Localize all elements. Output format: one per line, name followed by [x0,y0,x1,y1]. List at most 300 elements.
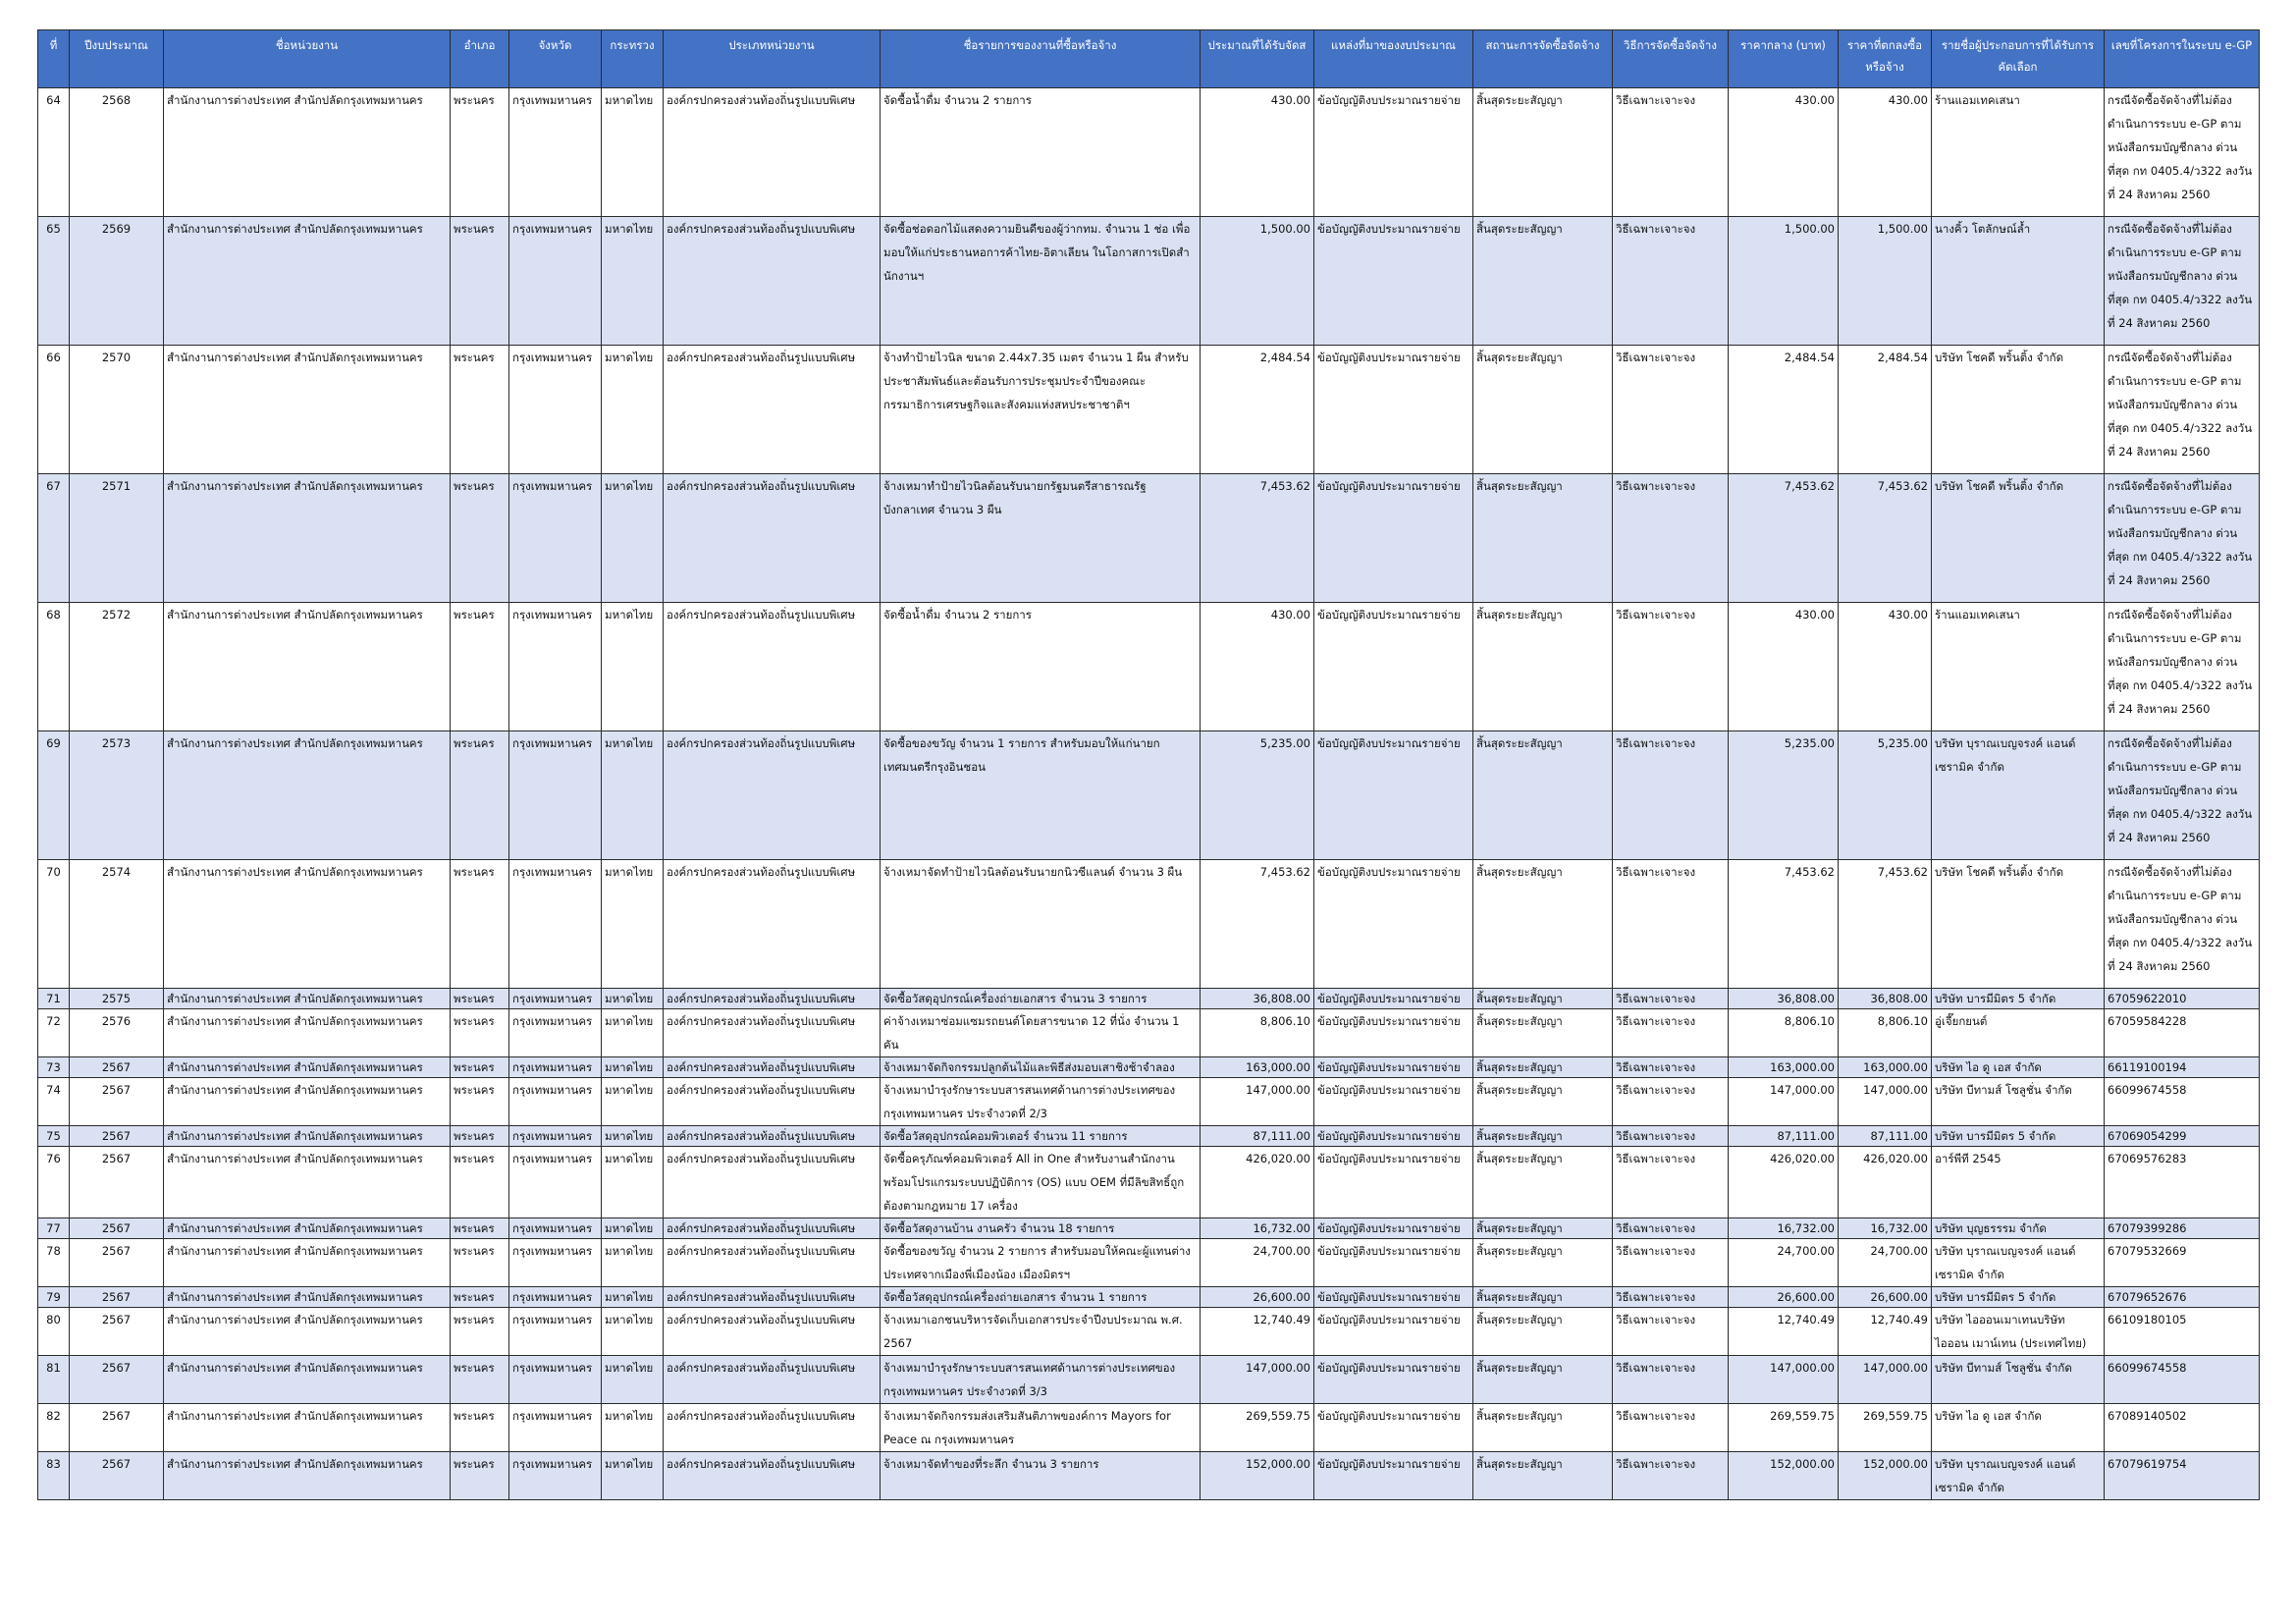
agency-name: สำนักงานการต่างประเทศ สำนักปลัดกรุงเทพมหานคร [164,731,451,860]
agency-type: องค์กรปกครองส่วนท้องถิ่นรูปแบบพิเศษ [664,1057,881,1078]
ministry: มหาดไทย [602,1218,664,1239]
procurement-method: วิธีเฉพาะเจาะจง [1613,1452,1729,1500]
selected-vendor: บริษัท บีทามส์ โซลูชั่น จำกัด [1932,1078,2105,1126]
procurement-status: สิ้นสุดระยะสัญญา [1473,731,1613,860]
median-price: 26,600.00 [1729,1287,1839,1308]
budget-amount: 36,808.00 [1201,989,1314,1009]
egp-project-number: กรณีจัดซื้อจัดจ้างที่ไม่ต้องดำเนินการระบบ e-GP ตามหนังสือกรมบัญชีกลาง ด่วนที่สุด กท 0405.4/ว322 ลงวันที่ 24 สิงหาคม 2560 [2105,860,2260,989]
ministry: มหาดไทย [602,603,664,731]
median-price: 8,806.10 [1729,1009,1839,1057]
agency-name: สำนักงานการต่างประเทศ สำนักปลัดกรุงเทพมหานคร [164,474,451,603]
agency-name: สำนักงานการต่างประเทศ สำนักปลัดกรุงเทพมหานคร [164,1126,451,1147]
procurement-method: วิธีเฉพาะเจาะจง [1613,1147,1729,1218]
budget-amount: 2,484.54 [1201,346,1314,474]
column-header: วิธีการจัดซื้อจัดจ้าง [1613,30,1729,88]
agency-name: สำนักงานการต่างประเทศ สำนักปลัดกรุงเทพมหานคร [164,1308,451,1356]
agreed-price: 430.00 [1839,88,1932,217]
ministry: มหาดไทย [602,989,664,1009]
procurement-table [37,29,2260,1500]
egp-project-number: 67069054299 [2105,1126,2260,1147]
table-row [38,88,2260,217]
table-row [38,474,2260,603]
agreed-price: 5,235.00 [1839,731,1932,860]
ministry: มหาดไทย [602,731,664,860]
agency-type: องค์กรปกครองส่วนท้องถิ่นรูปแบบพิเศษ [664,1009,881,1057]
district: พระนคร [451,1009,509,1057]
ministry: มหาดไทย [602,1404,664,1452]
median-price: 426,020.00 [1729,1147,1839,1218]
budget-source: ข้อบัญญัติงบประมาณรายจ่าย [1314,1218,1473,1239]
selected-vendor: ร้านแอมเทคเสนา [1932,603,2105,731]
budget-amount: 147,000.00 [1201,1078,1314,1126]
agency-name: สำนักงานการต่างประเทศ สำนักปลัดกรุงเทพมหานคร [164,989,451,1009]
fiscal-year: 2576 [70,1009,164,1057]
egp-project-number: 67059584228 [2105,1009,2260,1057]
agency-type: องค์กรปกครองส่วนท้องถิ่นรูปแบบพิเศษ [664,1239,881,1287]
province: กรุงเทพมหานคร [509,1404,602,1452]
ministry: มหาดไทย [602,217,664,346]
agency-type: องค์กรปกครองส่วนท้องถิ่นรูปแบบพิเศษ [664,860,881,989]
fiscal-year: 2570 [70,346,164,474]
budget-source: ข้อบัญญัติงบประมาณรายจ่าย [1314,1239,1473,1287]
province: กรุงเทพมหานคร [509,346,602,474]
agreed-price: 269,559.75 [1839,1404,1932,1452]
ministry: มหาดไทย [602,1078,664,1126]
budget-amount: 430.00 [1201,88,1314,217]
column-header: สถานะการจัดซื้อจัดจ้าง [1473,30,1613,88]
district: พระนคร [451,1404,509,1452]
agency-type: องค์กรปกครองส่วนท้องถิ่นรูปแบบพิเศษ [664,217,881,346]
item-description: จ้างเหมาจัดกิจกรรมส่งเสริมสันติภาพของค์การ Mayors for Peace ณ กรุงเทพมหานคร [881,1404,1201,1452]
procurement-method: วิธีเฉพาะเจาะจง [1613,603,1729,731]
procurement-method: วิธีเฉพาะเจาะจง [1613,1009,1729,1057]
agency-name: สำนักงานการต่างประเทศ สำนักปลัดกรุงเทพมหานคร [164,88,451,217]
province: กรุงเทพมหานคร [509,731,602,860]
agreed-price: 16,732.00 [1839,1218,1932,1239]
procurement-status: สิ้นสุดระยะสัญญา [1473,989,1613,1009]
procurement-status: สิ้นสุดระยะสัญญา [1473,217,1613,346]
ministry: มหาดไทย [602,1147,664,1218]
procurement-status: สิ้นสุดระยะสัญญา [1473,860,1613,989]
row-number: 66 [38,346,70,474]
egp-project-number: 67089140502 [2105,1404,2260,1452]
fiscal-year: 2574 [70,860,164,989]
table-row [38,217,2260,346]
row-number: 75 [38,1126,70,1147]
agency-name: สำนักงานการต่างประเทศ สำนักปลัดกรุงเทพมหานคร [164,1452,451,1500]
selected-vendor: บริษัท ไอ ดู เอส จำกัด [1932,1404,2105,1452]
agreed-price: 163,000.00 [1839,1057,1932,1078]
province: กรุงเทพมหานคร [509,88,602,217]
column-header: อำเภอ [451,30,509,88]
agency-type: องค์กรปกครองส่วนท้องถิ่นรูปแบบพิเศษ [664,1078,881,1126]
ministry: มหาดไทย [602,88,664,217]
district: พระนคร [451,1452,509,1500]
item-description: จัดซื้อช่อดอกไม้แสดงความยินดีของผู้ว่ากทม. จำนวน 1 ช่อ เพื่อมอบให้แก่ประธานหอการค้าไทย-อิตาเลียน ในโอกาสการเปิดสำนักงานฯ [881,217,1201,346]
province: กรุงเทพมหานคร [509,1287,602,1308]
row-number: 70 [38,860,70,989]
fiscal-year: 2567 [70,1126,164,1147]
row-number: 82 [38,1404,70,1452]
district: พระนคร [451,603,509,731]
agency-name: สำนักงานการต่างประเทศ สำนักปลัดกรุงเทพมหานคร [164,1078,451,1126]
column-header: แหล่งที่มาของงบประมาณ [1314,30,1473,88]
procurement-method: วิธีเฉพาะเจาะจง [1613,346,1729,474]
item-description: จ้างเหมาจัดทำป้ายไวนิลต้อนรับนายกนิวซีแลนด์ จำนวน 3 ผืน [881,860,1201,989]
district: พระนคร [451,1147,509,1218]
agency-type: องค์กรปกครองส่วนท้องถิ่นรูปแบบพิเศษ [664,346,881,474]
median-price: 152,000.00 [1729,1452,1839,1500]
selected-vendor: นางคิ้ว โตลักษณ์ล้ำ [1932,217,2105,346]
budget-amount: 152,000.00 [1201,1452,1314,1500]
column-header: จังหวัด [509,30,602,88]
item-description: จ้างเหมาจัดกิจกรรมปลูกต้นไม้และพิธีส่งมอบเสาชิงช้าจำลอง [881,1057,1201,1078]
median-price: 1,500.00 [1729,217,1839,346]
district: พระนคร [451,217,509,346]
budget-source: ข้อบัญญัติงบประมาณรายจ่าย [1314,1147,1473,1218]
budget-amount: 7,453.62 [1201,474,1314,603]
egp-project-number: กรณีจัดซื้อจัดจ้างที่ไม่ต้องดำเนินการระบบ e-GP ตามหนังสือกรมบัญชีกลาง ด่วนที่สุด กท 0405.4/ว322 ลงวันที่ 24 สิงหาคม 2560 [2105,474,2260,603]
item-description: จ้างทำป้ายไวนิล ขนาด 2.44x7.35 เมตร จำนวน 1 ผืน สำหรับประชาสัมพันธ์และต้อนรับการประชุมประจำปีของคณะกรรมาธิการเศรษฐกิจและสังคมแห่งสหประชาชาติฯ [881,346,1201,474]
table-row [38,1126,2260,1147]
table-row [38,1057,2260,1078]
budget-amount: 12,740.49 [1201,1308,1314,1356]
selected-vendor: บริษัท บารมีมิตร 5 จำกัด [1932,989,2105,1009]
ministry: มหาดไทย [602,1287,664,1308]
median-price: 7,453.62 [1729,474,1839,603]
agency-name: สำนักงานการต่างประเทศ สำนักปลัดกรุงเทพมหานคร [164,1009,451,1057]
agency-type: องค์กรปกครองส่วนท้องถิ่นรูปแบบพิเศษ [664,1404,881,1452]
agency-type: องค์กรปกครองส่วนท้องถิ่นรูปแบบพิเศษ [664,1126,881,1147]
agency-type: องค์กรปกครองส่วนท้องถิ่นรูปแบบพิเศษ [664,603,881,731]
fiscal-year: 2567 [70,1308,164,1356]
agency-name: สำนักงานการต่างประเทศ สำนักปลัดกรุงเทพมหานคร [164,1287,451,1308]
budget-amount: 426,020.00 [1201,1147,1314,1218]
item-description: จัดซื้อวัสดุอุปกรณ์เครื่องถ่ายเอกสาร จำนวน 3 รายการ [881,989,1201,1009]
median-price: 87,111.00 [1729,1126,1839,1147]
district: พระนคร [451,1078,509,1126]
table-row [38,1452,2260,1500]
item-description: จัดซื้อวัสดุอุปกรณ์คอมพิวเตอร์ จำนวน 11 รายการ [881,1126,1201,1147]
item-description: จ้างเหมาจัดทำของที่ระลึก จำนวน 3 รายการ [881,1452,1201,1500]
agency-type: องค์กรปกครองส่วนท้องถิ่นรูปแบบพิเศษ [664,989,881,1009]
selected-vendor: บริษัท บุญธรรรม จำกัด [1932,1218,2105,1239]
table-row [38,1239,2260,1287]
fiscal-year: 2567 [70,1356,164,1404]
province: กรุงเทพมหานคร [509,217,602,346]
row-number: 64 [38,88,70,217]
egp-project-number: 67069576283 [2105,1147,2260,1218]
egp-project-number: 66099674558 [2105,1078,2260,1126]
budget-source: ข้อบัญญัติงบประมาณรายจ่าย [1314,1452,1473,1500]
selected-vendor: ร้านแอมเทคเสนา [1932,88,2105,217]
district: พระนคร [451,1218,509,1239]
table-row [38,1009,2260,1057]
budget-source: ข้อบัญญัติงบประมาณรายจ่าย [1314,860,1473,989]
procurement-method: วิธีเฉพาะเจาะจง [1613,1239,1729,1287]
province: กรุงเทพมหานคร [509,1057,602,1078]
row-number: 73 [38,1057,70,1078]
fiscal-year: 2567 [70,1218,164,1239]
row-number: 68 [38,603,70,731]
item-description: จัดซื้อของขวัญ จำนวน 2 รายการ สำหรับมอบให้คณะผู้แทนต่างประเทศจากเมืองพี่เมืองน้อง เมืองมิตรฯ [881,1239,1201,1287]
district: พระนคร [451,1057,509,1078]
agency-name: สำนักงานการต่างประเทศ สำนักปลัดกรุงเทพมหานคร [164,603,451,731]
agency-type: องค์กรปกครองส่วนท้องถิ่นรูปแบบพิเศษ [664,1452,881,1500]
item-description: จัดซื้อวัสดุงานบ้าน งานครัว จำนวน 18 รายการ [881,1218,1201,1239]
district: พระนคร [451,989,509,1009]
agreed-price: 7,453.62 [1839,474,1932,603]
province: กรุงเทพมหานคร [509,1239,602,1287]
row-number: 78 [38,1239,70,1287]
column-header: ราคากลาง (บาท) [1729,30,1839,88]
agency-name: สำนักงานการต่างประเทศ สำนักปลัดกรุงเทพมหานคร [164,1057,451,1078]
procurement-method: วิธีเฉพาะเจาะจง [1613,1126,1729,1147]
agency-type: องค์กรปกครองส่วนท้องถิ่นรูปแบบพิเศษ [664,88,881,217]
fiscal-year: 2573 [70,731,164,860]
item-description: ค่าจ้างเหมาซ่อมแซมรถยนต์โดยสารขนาด 12 ที่นั่ง จำนวน 1 คัน [881,1009,1201,1057]
procurement-method: วิธีเฉพาะเจาะจง [1613,1218,1729,1239]
agreed-price: 1,500.00 [1839,217,1932,346]
selected-vendor: บริษัท บารมีมิตร 5 จำกัด [1932,1126,2105,1147]
egp-project-number: 66119100194 [2105,1057,2260,1078]
procurement-status: สิ้นสุดระยะสัญญา [1473,1147,1613,1218]
selected-vendor: บริษัท บุราณเบญจรงค์ แอนด์ เซรามิค จำกัด [1932,1452,2105,1500]
budget-amount: 7,453.62 [1201,860,1314,989]
ministry: มหาดไทย [602,860,664,989]
table-row [38,1218,2260,1239]
ministry: มหาดไทย [602,1452,664,1500]
procurement-sheet [37,29,2259,1500]
fiscal-year: 2567 [70,1057,164,1078]
budget-source: ข้อบัญญัติงบประมาณรายจ่าย [1314,1009,1473,1057]
procurement-status: สิ้นสุดระยะสัญญา [1473,1287,1613,1308]
table-row [38,1308,2260,1356]
procurement-status: สิ้นสุดระยะสัญญา [1473,1452,1613,1500]
budget-amount: 269,559.75 [1201,1404,1314,1452]
province: กรุงเทพมหานคร [509,603,602,731]
agreed-price: 430.00 [1839,603,1932,731]
column-header: ชื่อหน่วยงาน [164,30,451,88]
procurement-status: สิ้นสุดระยะสัญญา [1473,1009,1613,1057]
ministry: มหาดไทย [602,1057,664,1078]
budget-source: ข้อบัญญัติงบประมาณรายจ่าย [1314,603,1473,731]
agreed-price: 147,000.00 [1839,1356,1932,1404]
agreed-price: 12,740.49 [1839,1308,1932,1356]
median-price: 2,484.54 [1729,346,1839,474]
table-body [38,88,2260,1500]
column-header: รายชื่อผู้ประกอบการที่ได้รับการคัดเลือก [1932,30,2105,88]
table-row [38,860,2260,989]
selected-vendor: บริษัท บารมีมิตร 5 จำกัด [1932,1287,2105,1308]
egp-project-number: กรณีจัดซื้อจัดจ้างที่ไม่ต้องดำเนินการระบบ e-GP ตามหนังสือกรมบัญชีกลาง ด่วนที่สุด กท 0405.4/ว322 ลงวันที่ 24 สิงหาคม 2560 [2105,217,2260,346]
budget-amount: 163,000.00 [1201,1057,1314,1078]
median-price: 7,453.62 [1729,860,1839,989]
procurement-method: วิธีเฉพาะเจาะจง [1613,860,1729,989]
column-header: ประเภทหน่วยงาน [664,30,881,88]
agency-type: องค์กรปกครองส่วนท้องถิ่นรูปแบบพิเศษ [664,1308,881,1356]
ministry: มหาดไทย [602,474,664,603]
median-price: 430.00 [1729,603,1839,731]
procurement-status: สิ้นสุดระยะสัญญา [1473,88,1613,217]
district: พระนคร [451,1356,509,1404]
agreed-price: 87,111.00 [1839,1126,1932,1147]
budget-source: ข้อบัญญัติงบประมาณรายจ่าย [1314,1356,1473,1404]
fiscal-year: 2567 [70,1239,164,1287]
procurement-method: วิธีเฉพาะเจาะจง [1613,731,1729,860]
procurement-status: สิ้นสุดระยะสัญญา [1473,1218,1613,1239]
province: กรุงเทพมหานคร [509,860,602,989]
budget-source: ข้อบัญญัติงบประมาณรายจ่าย [1314,88,1473,217]
procurement-status: สิ้นสุดระยะสัญญา [1473,474,1613,603]
ministry: มหาดไทย [602,346,664,474]
selected-vendor: บริษัท บุราณเบญจรงค์ แอนด์ เซรามิค จำกัด [1932,731,2105,860]
item-description: จัดซื้อวัสดุอุปกรณ์เครื่องถ่ายเอกสาร จำนวน 1 รายการ [881,1287,1201,1308]
row-number: 83 [38,1452,70,1500]
column-header: ที่ [38,30,70,88]
budget-source: ข้อบัญญัติงบประมาณรายจ่าย [1314,346,1473,474]
fiscal-year: 2567 [70,1404,164,1452]
egp-project-number: 67079619754 [2105,1452,2260,1500]
province: กรุงเทพมหานคร [509,1218,602,1239]
procurement-method: วิธีเฉพาะเจาะจง [1613,1287,1729,1308]
province: กรุงเทพมหานคร [509,474,602,603]
province: กรุงเทพมหานคร [509,1126,602,1147]
item-description: จ้างเหมาเอกชนบริหารจัดเก็บเอกสารประจำปีงบประมาณ พ.ศ. 2567 [881,1308,1201,1356]
agreed-price: 7,453.62 [1839,860,1932,989]
median-price: 24,700.00 [1729,1239,1839,1287]
egp-project-number: กรณีจัดซื้อจัดจ้างที่ไม่ต้องดำเนินการระบบ e-GP ตามหนังสือกรมบัญชีกลาง ด่วนที่สุด กท 0405.4/ว322 ลงวันที่ 24 สิงหาคม 2560 [2105,88,2260,217]
ministry: มหาดไทย [602,1308,664,1356]
agency-name: สำนักงานการต่างประเทศ สำนักปลัดกรุงเทพมหานคร [164,1147,451,1218]
agency-name: สำนักงานการต่างประเทศ สำนักปลัดกรุงเทพมหานคร [164,1239,451,1287]
row-number: 79 [38,1287,70,1308]
province: กรุงเทพมหานคร [509,989,602,1009]
procurement-method: วิธีเฉพาะเจาะจง [1613,88,1729,217]
procurement-status: สิ้นสุดระยะสัญญา [1473,1239,1613,1287]
agreed-price: 26,600.00 [1839,1287,1932,1308]
table-row [38,731,2260,860]
column-header: กระทรวง [602,30,664,88]
budget-source: ข้อบัญญัติงบประมาณรายจ่าย [1314,1404,1473,1452]
district: พระนคร [451,860,509,989]
procurement-method: วิธีเฉพาะเจาะจง [1613,1356,1729,1404]
median-price: 36,808.00 [1729,989,1839,1009]
selected-vendor: บริษัท บุราณเบญจรงค์ แอนด์ เซรามิค จำกัด [1932,1239,2105,1287]
selected-vendor: อู่เจี๊ยกยนต์ [1932,1009,2105,1057]
agency-type: องค์กรปกครองส่วนท้องถิ่นรูปแบบพิเศษ [664,474,881,603]
budget-amount: 5,235.00 [1201,731,1314,860]
column-header: ชื่อรายการของงานที่ซื้อหรือจ้าง [881,30,1201,88]
column-header: ประมาณที่ได้รับจัดส [1201,30,1314,88]
procurement-status: สิ้นสุดระยะสัญญา [1473,1078,1613,1126]
fiscal-year: 2572 [70,603,164,731]
selected-vendor: บริษัท โชคดี พริ้นติ้ง จำกัด [1932,346,2105,474]
fiscal-year: 2567 [70,1287,164,1308]
row-number: 77 [38,1218,70,1239]
item-description: จัดซื้อของขวัญ จำนวน 1 รายการ สำหรับมอบให้แก่นายกเทศมนตรีกรุงอินชอน [881,731,1201,860]
egp-project-number: 66099674558 [2105,1356,2260,1404]
procurement-status: สิ้นสุดระยะสัญญา [1473,1126,1613,1147]
budget-source: ข้อบัญญัติงบประมาณรายจ่าย [1314,989,1473,1009]
selected-vendor: บริษัท ไอออนเมาเทนบริษัท ไอออน เมาน์เทน (ประเทศไทย) [1932,1308,2105,1356]
row-number: 74 [38,1078,70,1126]
district: พระนคร [451,1308,509,1356]
median-price: 5,235.00 [1729,731,1839,860]
budget-amount: 1,500.00 [1201,217,1314,346]
agency-type: องค์กรปกครองส่วนท้องถิ่นรูปแบบพิเศษ [664,1147,881,1218]
budget-source: ข้อบัญญัติงบประมาณรายจ่าย [1314,1057,1473,1078]
budget-amount: 8,806.10 [1201,1009,1314,1057]
row-number: 80 [38,1308,70,1356]
procurement-method: วิธีเฉพาะเจาะจง [1613,1404,1729,1452]
egp-project-number: 67079532669 [2105,1239,2260,1287]
table-row [38,989,2260,1009]
agency-name: สำนักงานการต่างประเทศ สำนักปลัดกรุงเทพมหานคร [164,860,451,989]
median-price: 12,740.49 [1729,1308,1839,1356]
selected-vendor: บริษัท บีทามส์ โซลูชั่น จำกัด [1932,1356,2105,1404]
procurement-status: สิ้นสุดระยะสัญญา [1473,1356,1613,1404]
fiscal-year: 2575 [70,989,164,1009]
table-row [38,346,2260,474]
row-number: 72 [38,1009,70,1057]
agreed-price: 152,000.00 [1839,1452,1932,1500]
median-price: 269,559.75 [1729,1404,1839,1452]
procurement-method: วิธีเฉพาะเจาะจง [1613,474,1729,603]
budget-source: ข้อบัญญัติงบประมาณรายจ่าย [1314,1126,1473,1147]
budget-source: ข้อบัญญัติงบประมาณรายจ่าย [1314,217,1473,346]
selected-vendor: บริษัท โชคดี พริ้นติ้ง จำกัด [1932,474,2105,603]
agreed-price: 2,484.54 [1839,346,1932,474]
province: กรุงเทพมหานคร [509,1452,602,1500]
agency-name: สำนักงานการต่างประเทศ สำนักปลัดกรุงเทพมหานคร [164,217,451,346]
item-description: จัดซื้อครุภัณฑ์คอมพิวเตอร์ All in One สำหรับงานสำนักงานพร้อมโปรแกรมระบบปฏิบัติการ (OS) แบบ OEM ที่มีลิขสิทธิ์ถูกต้องตามกฎหมาย 17 เครื่อง [881,1147,1201,1218]
budget-amount: 430.00 [1201,603,1314,731]
agency-type: องค์กรปกครองส่วนท้องถิ่นรูปแบบพิเศษ [664,1287,881,1308]
column-header: ราคาที่ตกลงซื้อหรือจ้าง [1839,30,1932,88]
agency-type: องค์กรปกครองส่วนท้องถิ่นรูปแบบพิเศษ [664,1218,881,1239]
district: พระนคร [451,88,509,217]
agency-type: องค์กรปกครองส่วนท้องถิ่นรูปแบบพิเศษ [664,731,881,860]
median-price: 16,732.00 [1729,1218,1839,1239]
ministry: มหาดไทย [602,1126,664,1147]
egp-project-number: กรณีจัดซื้อจัดจ้างที่ไม่ต้องดำเนินการระบบ e-GP ตามหนังสือกรมบัญชีกลาง ด่วนที่สุด กท 0405.4/ว322 ลงวันที่ 24 สิงหาคม 2560 [2105,731,2260,860]
table-header [38,30,2260,88]
agreed-price: 36,808.00 [1839,989,1932,1009]
agency-name: สำนักงานการต่างประเทศ สำนักปลัดกรุงเทพมหานคร [164,1356,451,1404]
median-price: 430.00 [1729,88,1839,217]
item-description: จ้างเหมาทำป้ายไวนิลต้อนรับนายกรัฐมนตรีสาธารณรัฐบังกลาเทศ จำนวน 3 ผืน [881,474,1201,603]
row-number: 69 [38,731,70,860]
province: กรุงเทพมหานคร [509,1147,602,1218]
budget-amount: 87,111.00 [1201,1126,1314,1147]
district: พระนคร [451,1126,509,1147]
table-row [38,1404,2260,1452]
egp-project-number: กรณีจัดซื้อจัดจ้างที่ไม่ต้องดำเนินการระบบ e-GP ตามหนังสือกรมบัญชีกลาง ด่วนที่สุด กท 0405.4/ว322 ลงวันที่ 24 สิงหาคม 2560 [2105,603,2260,731]
budget-source: ข้อบัญญัติงบประมาณรายจ่าย [1314,1287,1473,1308]
item-description: จัดซื้อน้ำดื่ม จำนวน 2 รายการ [881,603,1201,731]
district: พระนคร [451,731,509,860]
header-row [38,30,2260,88]
budget-source: ข้อบัญญัติงบประมาณรายจ่าย [1314,1078,1473,1126]
fiscal-year: 2568 [70,88,164,217]
item-description: จัดซื้อน้ำดื่ม จำนวน 2 รายการ [881,88,1201,217]
province: กรุงเทพมหานคร [509,1308,602,1356]
median-price: 147,000.00 [1729,1356,1839,1404]
ministry: มหาดไทย [602,1009,664,1057]
budget-amount: 24,700.00 [1201,1239,1314,1287]
budget-source: ข้อบัญญัติงบประมาณรายจ่าย [1314,474,1473,603]
